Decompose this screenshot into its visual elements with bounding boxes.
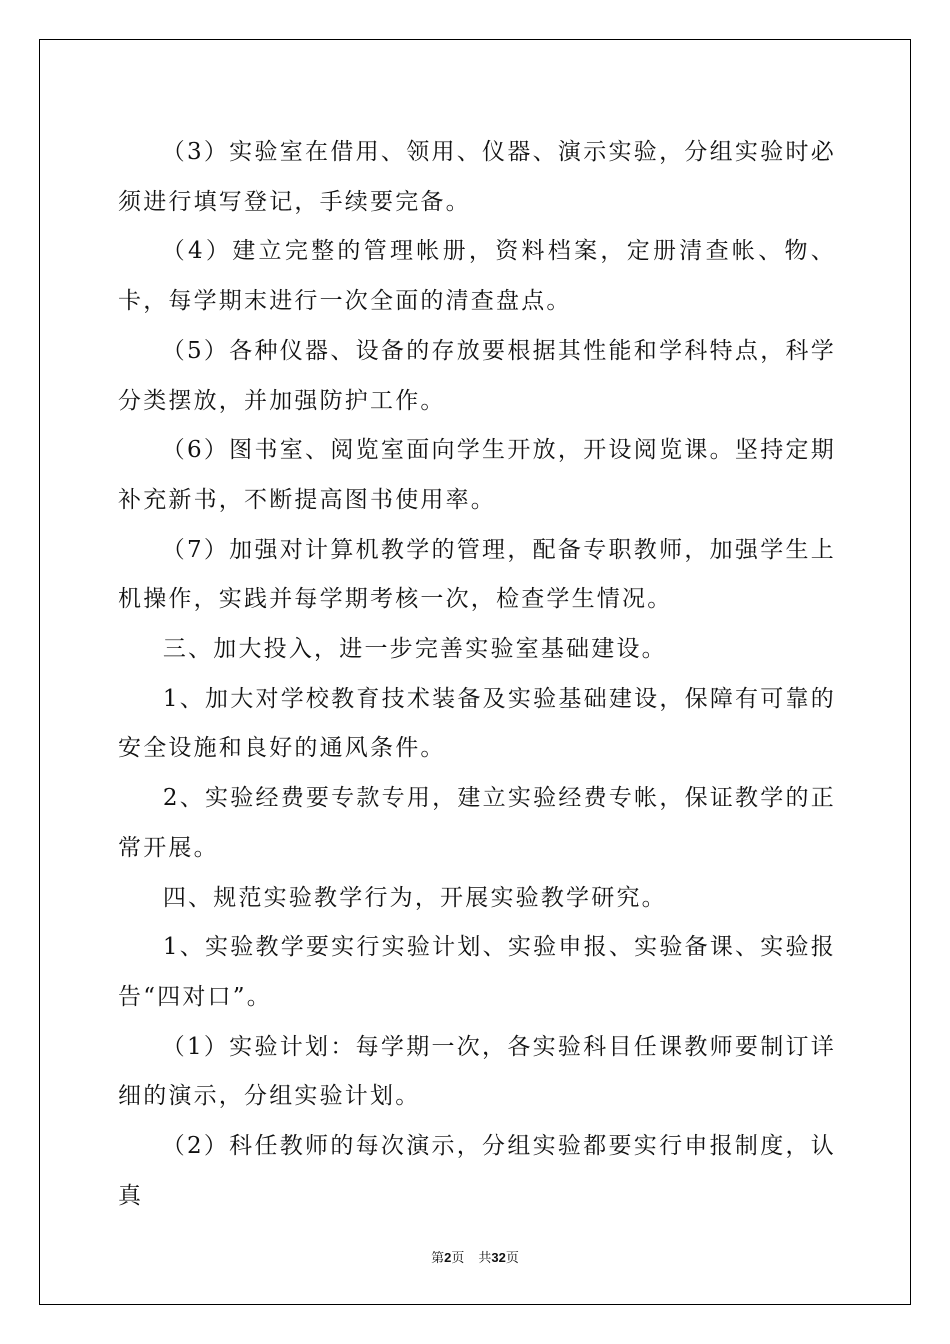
paragraph: 1、实验教学要实行实验计划、实验申报、实验备课、实验报告“四对口”。 [118, 934, 836, 1010]
paragraph: （4）建立完整的管理帐册，资料档案，定册清查帐、物、卡，每学期末进行一次全面的清查盘点。 [118, 238, 836, 315]
paragraph: （3）实验室在借用、领用、仪器、演示实验，分组实验时必须进行填写登记，手续要完备。 [118, 139, 836, 215]
paragraph: 1、加大对学校教育技术装备及实验基础建设，保障有可靠的安全设施和良好的通风条件。 [118, 685, 836, 762]
paragraph: （6）图书室、阅览室面向学生开放，开设阅览课。坚持定期补充新书，不断提高图书使用率。 [118, 437, 836, 513]
page-suffix: 页 [451, 1251, 465, 1266]
section-heading: 四、规范实验教学行为，开展实验教学研究。 [162, 884, 667, 911]
paragraph: （7）加强对计算机教学的管理，配备专职教师，加强学生上机操作，实践并每学期考核一次，检查学生情况。 [118, 536, 836, 613]
total-pages: 32 [491, 1250, 506, 1265]
page-number: 2 [444, 1250, 452, 1265]
paragraph: 2、实验经费要专款专用，建立实验经费专帐，保证教学的正常开展。 [118, 785, 836, 861]
total-suffix: 页 [505, 1251, 519, 1266]
section-heading: 三、加大投入，进一步完善实验室基础建设。 [162, 636, 667, 663]
page-prefix: 第 [431, 1251, 445, 1266]
page-footer [0, 1247, 950, 1266]
paragraph: （2）科任教师的每次演示，分组实验都要实行申报制度，认真 [118, 1133, 836, 1209]
total-prefix: 共 [478, 1251, 492, 1266]
document-body [118, 128, 836, 1221]
paragraph: （1）实验计划：每学期一次，各实验科目任课教师要制订详细的演示，分组实验计划。 [118, 1033, 836, 1110]
paragraph: （5）各种仪器、设备的存放要根据其性能和学科特点，科学分类摆放，并加强防护工作。 [118, 337, 836, 414]
